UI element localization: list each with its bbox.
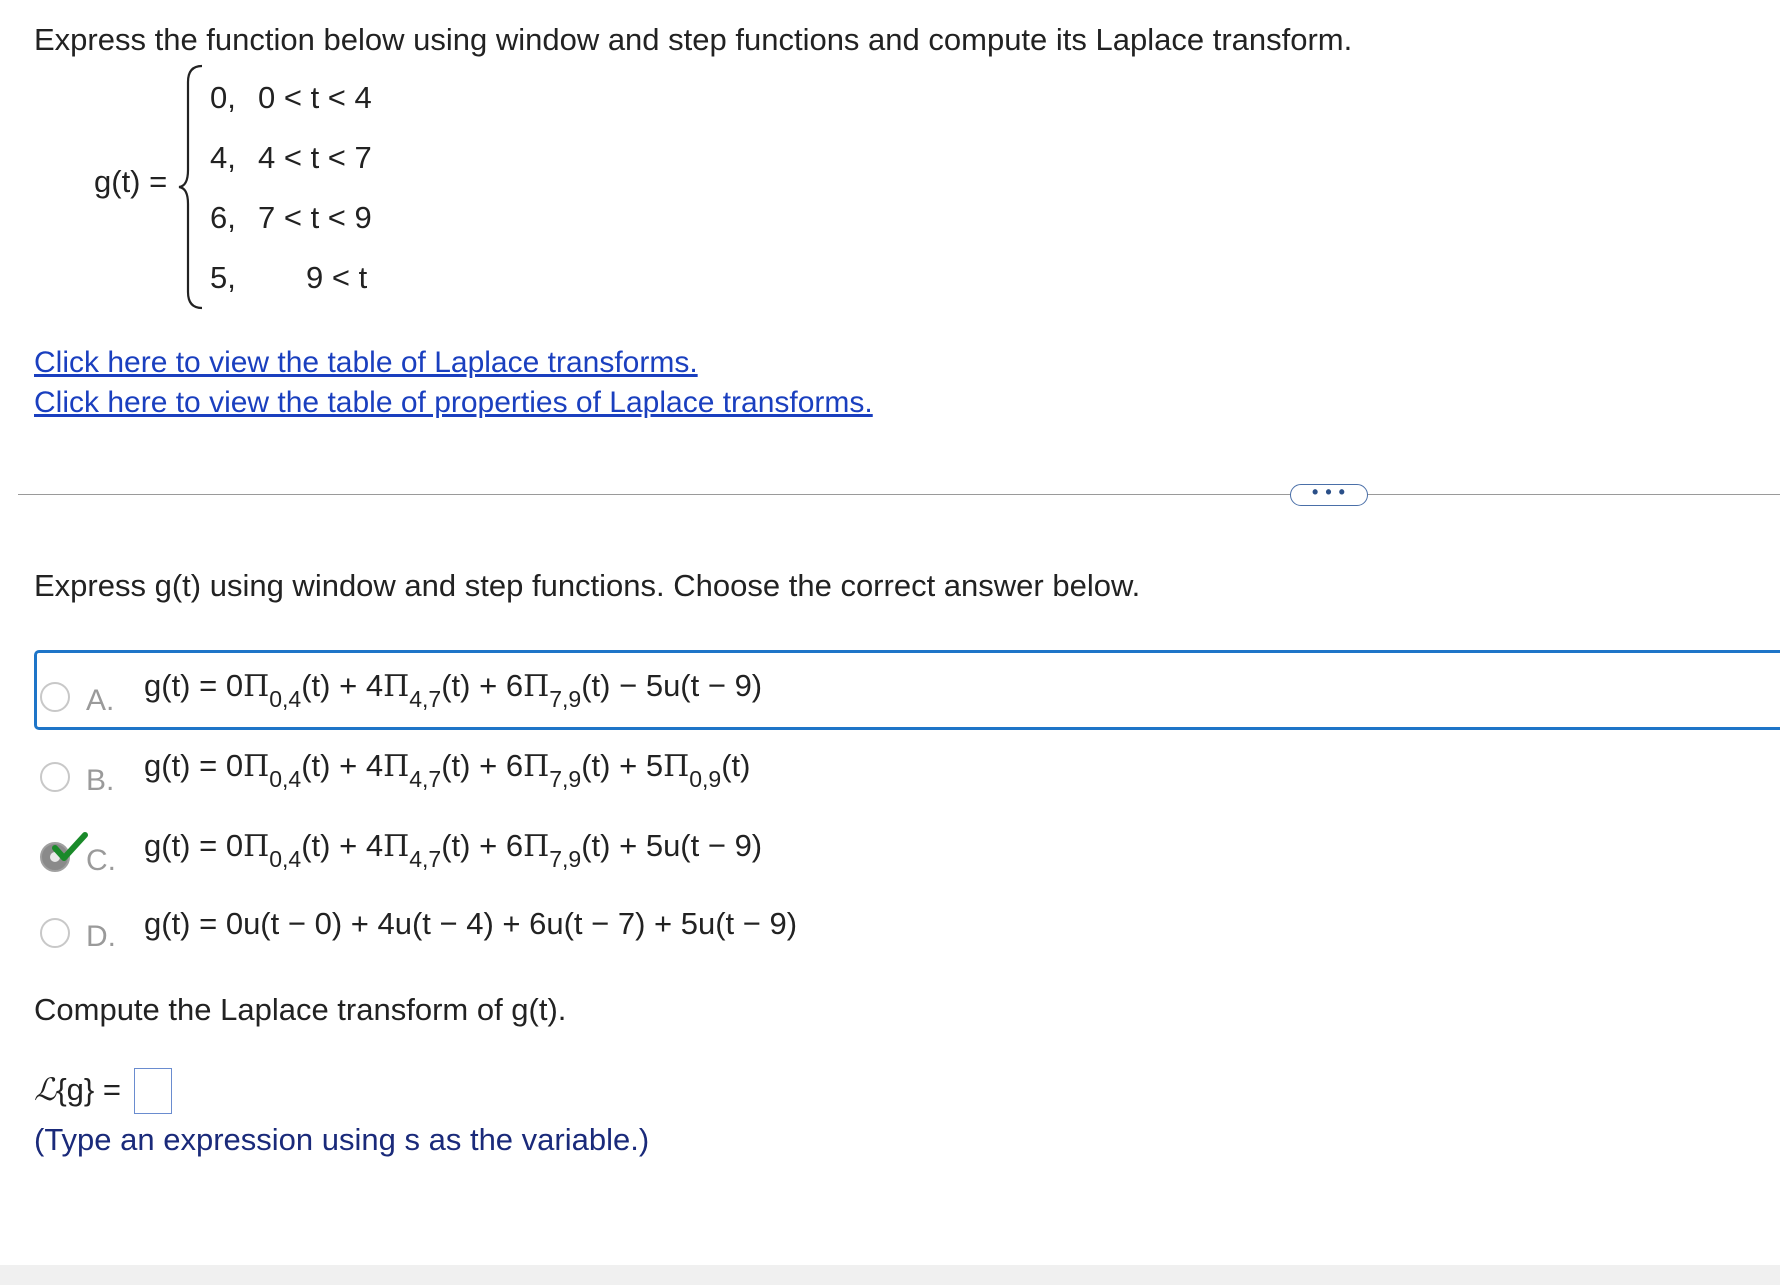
formula-part: (t) + 5 <box>581 748 664 783</box>
formula-part: (t) + 6 <box>441 668 524 703</box>
pi-subscript: 7,9 <box>549 846 582 872</box>
option-d-radio[interactable] <box>40 918 70 948</box>
pi-symbol: Π <box>523 829 550 864</box>
option-b-radio[interactable] <box>40 762 70 792</box>
case-value-2: 4, <box>210 140 236 175</box>
more-options-button[interactable]: • • • <box>1290 484 1368 506</box>
laplace-table-link[interactable]: Click here to view the table of Laplace transforms. <box>34 346 698 379</box>
laplace-expression: {g} = <box>56 1072 121 1107</box>
pi-symbol: Π <box>383 749 410 784</box>
formula-part: (t) + 6 <box>441 828 524 863</box>
formula-part: g(t) = 0 <box>144 748 244 783</box>
option-c-letter: C. <box>86 844 116 877</box>
formula-part: (t) <box>721 748 751 783</box>
pi-symbol: Π <box>243 669 270 704</box>
formula-part: (t) + 4 <box>301 668 384 703</box>
formula-part: g(t) = 0 <box>144 828 244 863</box>
laplace-answer-input[interactable] <box>134 1068 172 1114</box>
case-condition-2: 4 < t < 7 <box>258 140 372 175</box>
option-d-letter: D. <box>86 920 116 953</box>
option-d-formula[interactable]: g(t) = 0u(t − 0) + 4u(t − 4) + 6u(t − 7) + 5u(t − 9) <box>144 906 798 941</box>
pi-subscript: 4,7 <box>409 766 442 792</box>
pi-subscript: 0,4 <box>269 766 302 792</box>
case-condition-4: 9 < t <box>306 260 368 295</box>
pi-symbol: Π <box>243 749 270 784</box>
laplace-properties-link[interactable]: Click here to view the table of properties of Laplace transforms. <box>34 386 873 419</box>
pi-symbol: Π <box>663 749 690 784</box>
formula-part: (t) + 5u(t − 9) <box>581 828 763 863</box>
question-text: Express g(t) using window and step functions. Choose the correct answer below. <box>34 568 1141 603</box>
option-c-formula[interactable] <box>144 828 763 872</box>
laplace-script-symbol: ℒ <box>34 1072 57 1108</box>
problem-prompt: Express the function below using window and step functions and compute its Laplace transform. <box>34 22 1353 57</box>
pi-symbol: Π <box>383 829 410 864</box>
pi-symbol: Π <box>243 829 270 864</box>
section-title: Compute the Laplace transform of g(t). <box>34 992 567 1027</box>
option-a-letter: A. <box>86 684 115 717</box>
correct-check-icon <box>52 832 88 862</box>
pi-subscript: 0,4 <box>269 846 302 872</box>
formula-part: (t) + 4 <box>301 828 384 863</box>
option-a-formula[interactable] <box>144 668 763 712</box>
option-b-letter: B. <box>86 764 115 797</box>
pi-symbol: Π <box>383 669 410 704</box>
formula-part: (t) − 5u(t − 9) <box>581 668 763 703</box>
pi-subscript: 4,7 <box>409 686 442 712</box>
section-divider <box>18 494 1780 495</box>
pi-symbol: Π <box>523 669 550 704</box>
formula-part: (t) + 6 <box>441 748 524 783</box>
case-condition-1: 0 < t < 4 <box>258 80 372 115</box>
piecewise-brace <box>176 62 210 312</box>
pi-subscript: 7,9 <box>549 686 582 712</box>
pi-symbol: Π <box>523 749 550 784</box>
function-label: g(t) = <box>94 164 168 199</box>
footer-bar <box>0 1265 1780 1285</box>
formula-part: g(t) = 0 <box>144 668 244 703</box>
option-b-formula[interactable] <box>144 748 751 792</box>
option-a-radio[interactable] <box>40 682 70 712</box>
pi-subscript: 4,7 <box>409 846 442 872</box>
pi-subscript: 0,4 <box>269 686 302 712</box>
pi-subscript: 0,9 <box>689 766 722 792</box>
answer-hint: (Type an expression using s as the variable.) <box>34 1122 650 1157</box>
pi-subscript: 7,9 <box>549 766 582 792</box>
case-value-1: 0, <box>210 80 236 115</box>
formula-part: (t) + 4 <box>301 748 384 783</box>
case-condition-3: 7 < t < 9 <box>258 200 372 235</box>
laplace-label <box>34 1072 121 1108</box>
case-value-4: 5, <box>210 260 236 295</box>
case-value-3: 6, <box>210 200 236 235</box>
